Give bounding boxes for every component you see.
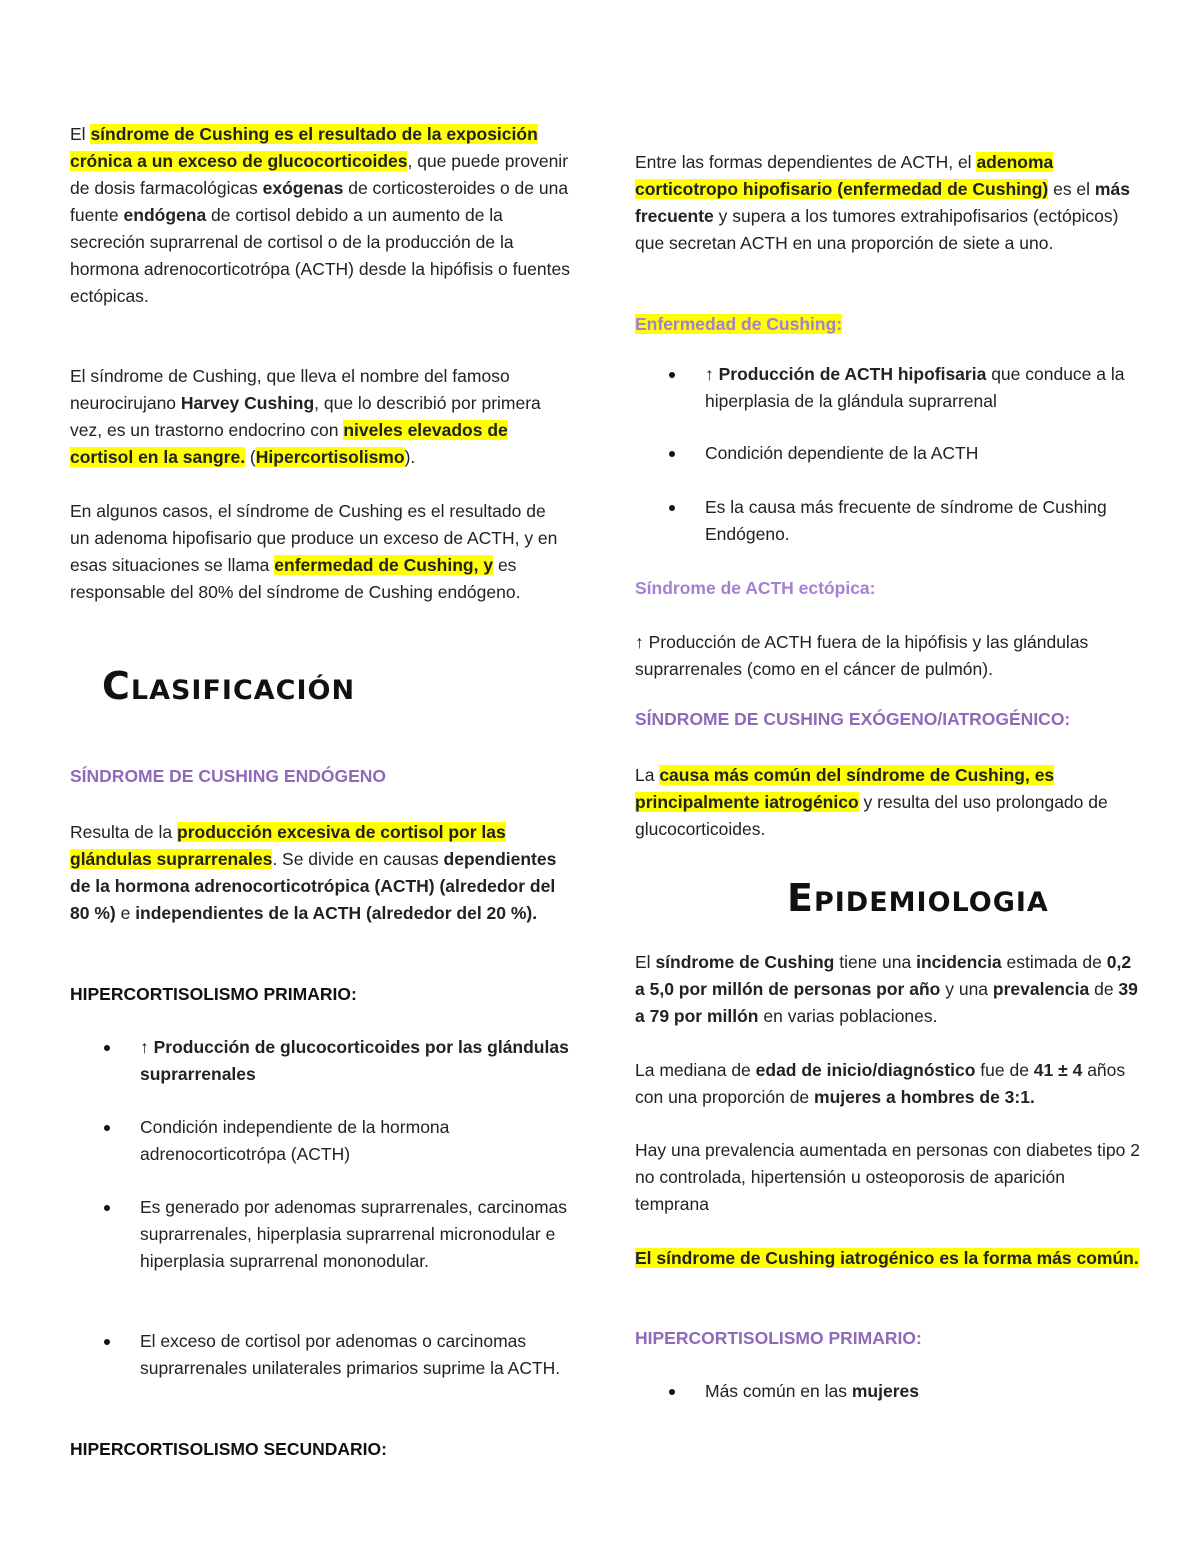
list-item: Es generado por adenomas suprarrenales, carcinomas suprarrenales, hiperplasia suprarrenal micronodular e hiperplasia suprarrenal mononodular. [70, 1194, 570, 1275]
list-item: ↑ Producción de ACTH hipofisaria que conduce a la hiperplasia de la glándula suprarrenal [635, 361, 1140, 415]
list-item: El exceso de cortisol por adenomas o carcinomas suprarrenales unilaterales primarios suprime la ACTH. [70, 1328, 570, 1382]
list-item: Condición dependiente de la ACTH [635, 440, 1140, 467]
bullet-icon [104, 1205, 110, 1211]
secundario-heading: HIPERCORTISOLISMO SECUNDARIO: [70, 1439, 387, 1459]
incidencia-paragraph: El síndrome de Cushing tiene una incidencia estimada de 0,2 a 5,0 por millón de personas por año y una prevalencia de 39 a 79 por millón en varias poblaciones. [635, 952, 1138, 1026]
bullet-icon [104, 1339, 110, 1345]
list-item: ↑ Producción de glucocorticoides por las glándulas suprarrenales [70, 1034, 570, 1088]
iatrogenico-paragraph: El síndrome de Cushing iatrogénico es la forma más común. [635, 1248, 1139, 1268]
list-item: Es la causa más frecuente de síndrome de Cushing Endógeno. [635, 494, 1140, 548]
primario-heading: HIPERCORTISOLISMO PRIMARIO: [70, 984, 357, 1004]
harvey-cushing-paragraph: El síndrome de Cushing, que lleva el nombre del famoso neurocirujano Harvey Cushing, que lo describió por primera vez, es un trastorno endocrino con niveles elevados de cortisol en la sangre. (Hipercortisolismo). [70, 366, 541, 467]
ectopica-heading: Síndrome de ACTH ectópica: [635, 578, 876, 598]
title-epidemiologia: Epidemiologia [787, 876, 1049, 920]
bullet-icon [669, 1389, 675, 1395]
bullet-icon [104, 1125, 110, 1131]
bullet-icon [669, 505, 675, 511]
intro-paragraph: El síndrome de Cushing es el resultado de la exposición crónica a un exceso de glucocorticoides, que puede provenir de dosis farmacológicas exógenas de corticosteroides o de una fuente endógena de cortisol debido a un aumento de la secreción suprarrenal de cortisol o de la producción de la hormona adrenocorticotrópa (ACTH) desde la hipófisis o fuentes ectópicas. [70, 124, 570, 306]
adenoma-paragraph: En algunos casos, el síndrome de Cushing es el resultado de un adenoma hipofisario que produce un exceso de ACTH, y en esas situaciones se llama enfermedad de Cushing, y es responsable del 80% del síndrome de Cushing endógeno. [70, 501, 558, 602]
bullet-icon [104, 1045, 110, 1051]
prevalencia-paragraph: Hay una prevalencia aumentada en personas con diabetes tipo 2 no controlada, hipertensión u osteoporosis de aparición temprana [635, 1140, 1140, 1214]
list-item: Más común en las mujeres [635, 1378, 1140, 1405]
acth-forms-paragraph: Entre las formas dependientes de ACTH, el adenoma corticotropo hipofisario (enfermedad de Cushing) es el más frecuente y supera a los tumores extrahipofisarios (ectópicos) que secretan ACTH en una proporción de siete a uno. [635, 152, 1130, 253]
endogeno-heading: SÍNDROME DE CUSHING ENDÓGENO [70, 766, 386, 786]
ectopica-paragraph: ↑ Producción de ACTH fuera de la hipófisis y las glándulas suprarrenales (como en el cáncer de pulmón). [635, 632, 1089, 679]
edad-paragraph: La mediana de edad de inicio/diagnóstico fue de 41 ± 4 años con una proporción de mujeres a hombres de 3:1. [635, 1060, 1126, 1107]
exogeno-heading: SÍNDROME DE CUSHING EXÓGENO/IATROGÉNICO: [635, 709, 1071, 729]
bullet-icon [669, 372, 675, 378]
endogeno-paragraph: Resulta de la producción excesiva de cortisol por las glándulas suprarrenales. Se divide en causas dependientes de la hormona adrenocorticotrópica (ACTH) (alrededor del 80 %) e independientes de la ACTH (alrededor del 20 %). [70, 822, 557, 923]
exogeno-paragraph: La causa más común del síndrome de Cushing, es principalmente iatrogénico y resulta del uso prolongado de glucocorticoides. [635, 765, 1108, 839]
list-item: Condición independiente de la hormona adrenocorticotrópa (ACTH) [70, 1114, 570, 1168]
primario-heading-right: HIPERCORTISOLISMO PRIMARIO: [635, 1328, 922, 1348]
bullet-icon [669, 451, 675, 457]
enfermedad-heading: Enfermedad de Cushing: [635, 314, 843, 334]
title-clasificacion: Clasificación [102, 664, 356, 708]
